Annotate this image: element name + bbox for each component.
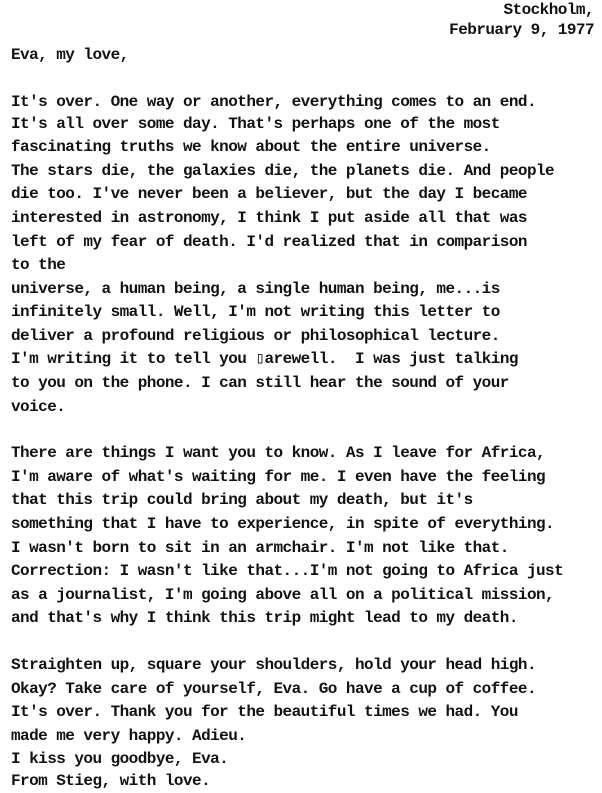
letter-line: deliver a profound religious or philosophical lecture. [11, 327, 500, 345]
letter-line: infinitely small. Well, I'm not writing this letter to [11, 303, 500, 321]
letter-line: I'm aware of what's waiting for me. I even have the feeling [11, 468, 546, 486]
letter-line: made me very happy. Adieu. [11, 727, 247, 745]
letter-line: and that's why I think this trip might lead to my death. [11, 609, 518, 627]
letter-line: to the [11, 256, 66, 274]
letter-line: It's all over some day. That's perhaps one of the most [11, 115, 500, 133]
letter-line: interested in astronomy, I think I put aside all that was [11, 209, 527, 227]
letter-signature: From Stieg, with love. [11, 772, 211, 790]
letter-line: It's over. Thank you for the beautiful times we had. You [11, 703, 518, 721]
letter-line: something that I have to experience, in spite of everything. [11, 515, 555, 533]
letter-line: to you on the phone. I can still hear the sound of your [11, 374, 509, 392]
letter-closing: I kiss you goodbye, Eva. [11, 750, 229, 768]
letter-line: voice. [11, 398, 66, 416]
letter-place: Stockholm, [503, 1, 594, 19]
letter-line: that this trip could bring about my death, but it's [11, 491, 473, 509]
letter-line: Straighten up, square your shoulders, hold your head high. [11, 656, 536, 674]
letter-date: February 9, 1977 [449, 21, 594, 39]
letter-line: It's over. One way or another, everything comes to an end. [11, 93, 536, 111]
letter-line: die too. I've never been a believer, but the day I became [11, 185, 527, 203]
letter-line: left of my fear of death. I'd realized that in comparison [11, 233, 527, 251]
letter-line: as a journalist, I'm going above all on a political mission, [11, 586, 555, 604]
letter-line: There are things I want you to know. As I leave for Africa, [11, 444, 546, 462]
letter-line: Correction: I wasn't like that...I'm not going to Africa just [11, 562, 564, 580]
letter-line: universe, a human being, a single human being, me...is [11, 280, 500, 298]
letter-line: The stars die, the galaxies die, the planets die. And people [11, 162, 555, 180]
letter-line: fascinating truths we know about the entire universe. [11, 138, 491, 156]
letter-salutation: Eva, my love, [11, 46, 129, 64]
letter-line: Okay? Take care of yourself, Eva. Go have a cup of coffee. [11, 680, 536, 698]
letter-line: I'm writing it to tell you ▯arewell. I was just talking [11, 350, 518, 368]
letter-line: I wasn't born to sit in an armchair. I'm not like that. [11, 539, 509, 557]
